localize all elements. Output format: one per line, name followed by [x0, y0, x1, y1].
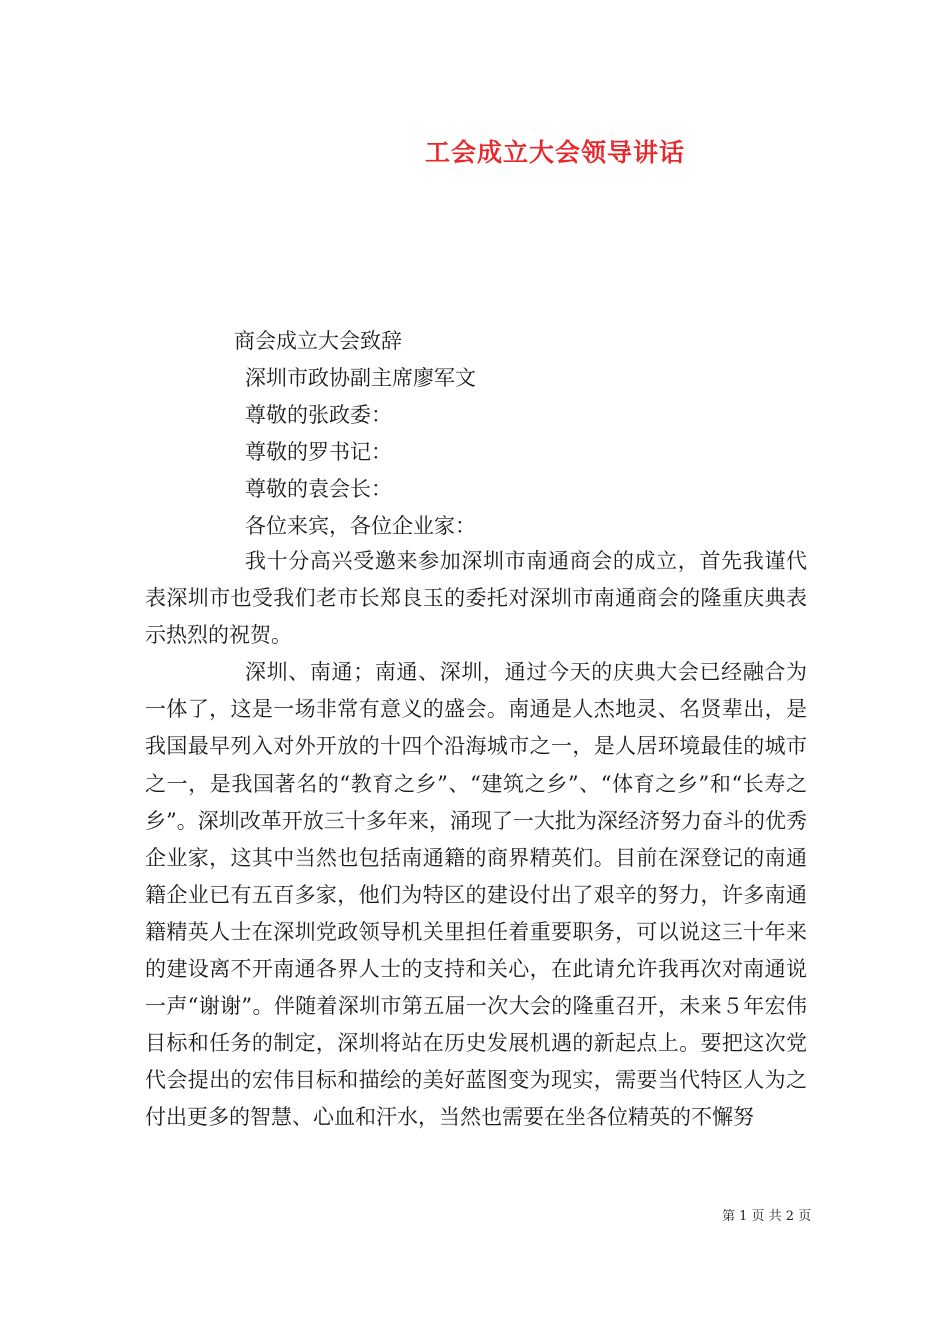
speech-heading: 商会成立大会致辞 — [234, 329, 402, 353]
document-title: 工会成立大会领导讲话 — [424, 138, 685, 167]
speaker-line: 深圳市政协副主席廖军文 — [245, 366, 476, 390]
body-paragraph: 深圳、南通；南通、深圳，通过今天的庆典大会已经融合为一体了，这是一场非常有意义的盛会。南通是人杰地灵、名贤辈出，是我国最早列入对外开放的十四个沿海城市之一，是人居环境最佳的城市之一，是我国著名的“教育之乡”、“建筑之乡”、“体育之乡”和“长寿之乡”。深圳改革开放三十多年来，涌现了一大批为深经济努力奋斗的优秀企业家，这其中当然也包括南通籍的商界精英们。目前在深登记的南通籍企业已有五百多家，他们为特区的建设付出了艰辛的努力，许多南通籍精英人士在深圳党政领导机关里担任着重要职务，可以说这三十年来的建设离不开南通各界人士的支持和关心，在此请允许我再次对南通说一声“谢谢”。伴随着深圳市第五届一次大会的隆重召开，未来５年宏伟目标和任务的制定，深圳将站在历史发展机遇的新起点上。要把这次党代会提出的宏伟目标和描绘的美好蓝图变为现实，需要当代特区人为之付出更多的智慧、心血和汗水，当然也需要在坐各位精英的不懈努 — [145, 660, 807, 1130]
salutation-line: 尊敬的袁会长： — [245, 477, 392, 501]
salutation-line: 尊敬的张政委： — [245, 403, 392, 427]
salutation-line: 尊敬的罗书记： — [245, 440, 392, 464]
page-number: 第 1 页 共 2 页 — [722, 1209, 812, 1224]
salutation-line: 各位来宾，各位企业家： — [245, 514, 476, 538]
speech-body — [145, 543, 807, 1137]
body-paragraph: 我十分高兴受邀来参加深圳市南通商会的成立，首先我谨代表深圳市也受我们老市长郑良玉的委托对深圳市南通商会的隆重庆典表示热烈的祝贺。 — [145, 549, 807, 648]
